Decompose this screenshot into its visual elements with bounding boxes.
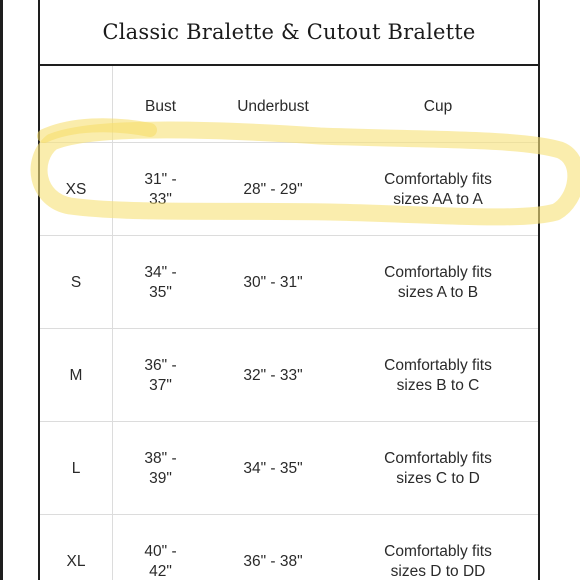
bust-cell [113, 236, 208, 329]
cup-value: Comfortably fits sizes D to DD [384, 542, 492, 580]
cup-value: Comfortably fits sizes AA to A [384, 170, 492, 208]
bust-cell [113, 329, 208, 422]
cup-cell [338, 236, 538, 329]
header-bust: Bust [144, 98, 176, 115]
table-row [40, 421, 538, 515]
size-cell: L [40, 422, 113, 515]
bust-cell [113, 143, 208, 236]
bust-cell [113, 515, 208, 580]
bust-cell [113, 422, 208, 515]
bust-value: 31" - 33" [144, 170, 177, 208]
bust-value: 40" - 42" [144, 542, 177, 580]
underbust-cell: 32" - 33" [243, 366, 303, 384]
table-row [40, 328, 538, 422]
size-cell: XS [40, 143, 113, 236]
cup-cell [338, 329, 538, 422]
underbust-cell: 28" - 29" [243, 180, 303, 198]
size-cell: S [40, 236, 113, 329]
chart-title: Classic Bralette & Cutout Bralette [102, 20, 476, 44]
size-chart-frame [38, 0, 540, 580]
header-underbust: Underbust [237, 98, 309, 115]
header-size [40, 66, 113, 142]
size-table [40, 66, 538, 580]
bust-value: 34" - 35" [144, 263, 177, 301]
underbust-cell: 30" - 31" [243, 273, 303, 291]
bust-value: 36" - 37" [144, 356, 177, 394]
header-cup: Cup [423, 98, 453, 115]
size-cell: XL [40, 515, 113, 580]
cup-cell [338, 143, 538, 236]
table-row [40, 235, 538, 329]
table-header-row [40, 66, 538, 142]
cup-value: Comfortably fits sizes B to C [384, 356, 492, 394]
cup-cell [338, 515, 538, 580]
table-row [40, 514, 538, 580]
underbust-cell: 36" - 38" [243, 552, 303, 570]
table-row [40, 142, 538, 236]
underbust-cell: 34" - 35" [243, 459, 303, 477]
cup-value: Comfortably fits sizes A to B [384, 263, 492, 301]
left-frame-line [0, 0, 3, 580]
cup-cell [338, 422, 538, 515]
cup-value: Comfortably fits sizes C to D [384, 449, 492, 487]
bust-value: 38" - 39" [144, 449, 177, 487]
size-cell: M [40, 329, 113, 422]
